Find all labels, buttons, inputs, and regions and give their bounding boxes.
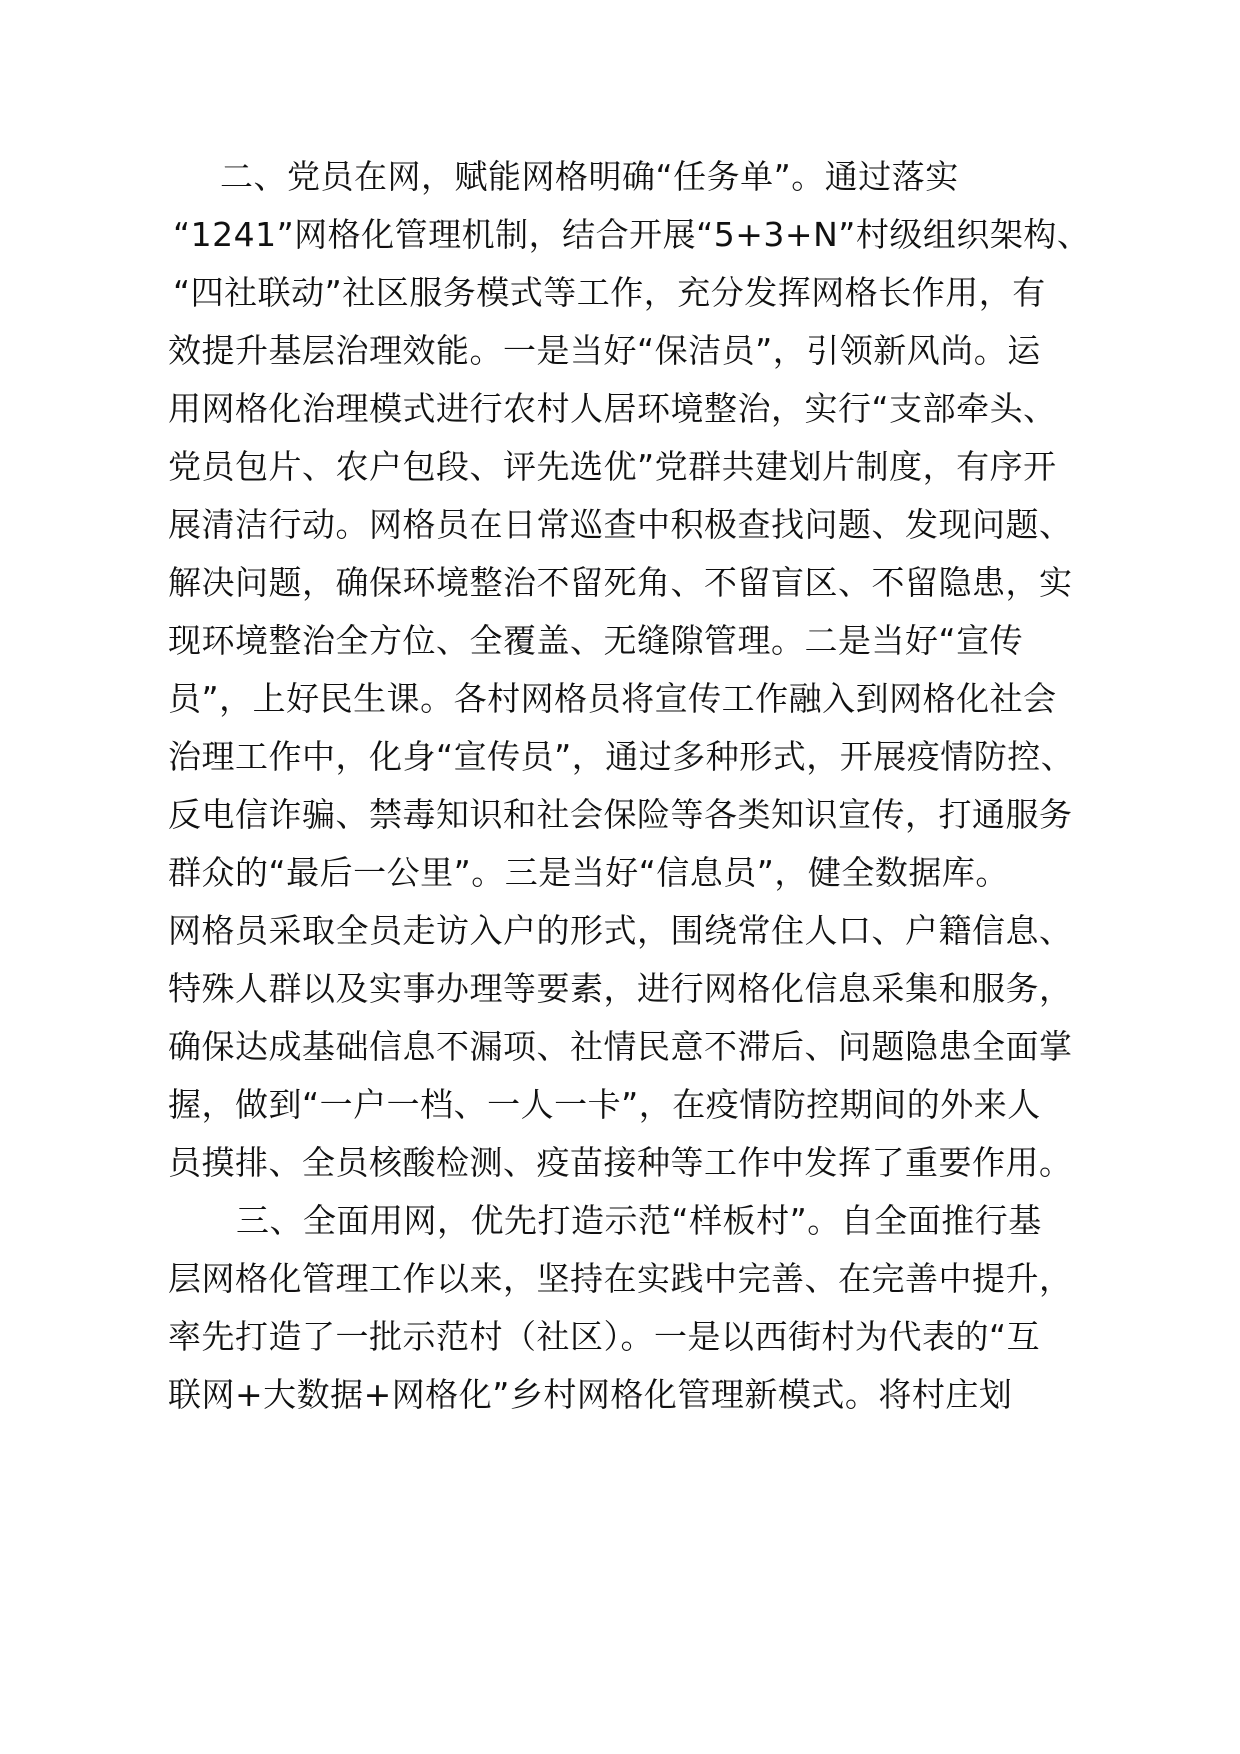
text-line: 握，做到“一户一档、一人一卡”，在疫情防控期间的外来人 — [168, 1085, 1041, 1124]
text-line: “四社联动”社区服务模式等工作，充分发挥网格长作用，有 — [173, 273, 1046, 312]
text-line: 现环境整治全方位、全覆盖、无缝隙管理。二是当好“宣传 — [168, 621, 1024, 660]
text-line: 三、全面用网，优先打造示范“样板村”。自全面推行基 — [236, 1201, 1042, 1240]
text-line: 反电信诈骗、禁毒知识和社会保险等各类知识宣传，打通服务 — [168, 795, 1073, 834]
text-line: 效提升基层治理效能。一是当好“保洁员”，引领新风尚。运 — [168, 331, 1041, 370]
text-line: “1241”网格化管理机制，结合开展“5+3+N”村级组织架构、 — [173, 215, 1091, 254]
text-line: 层网格化管理工作以来，坚持在实践中完善、在完善中提升， — [168, 1259, 1073, 1298]
text-line: 网格员采取全员走访入户的形式，围绕常住人口、户籍信息、 — [168, 911, 1073, 950]
text-line: 特殊人群以及实事办理等要素，进行网格化信息采集和服务， — [168, 969, 1073, 1008]
text-line: 员”，上好民生课。各村网格员将宣传工作融入到网格化社会 — [168, 679, 1057, 718]
text-line: 解决问题，确保环境整治不留死角、不留盲区、不留隐患，实 — [168, 563, 1073, 602]
text-line: 党员包片、农户包段、评先选优”党群共建划片制度，有序开 — [168, 447, 1057, 486]
text-line: 联网+大数据+网格化”乡村网格化管理新模式。将村庄划 — [168, 1375, 1013, 1414]
text-line: 率先打造了一批示范村（社区）。一是以西街村为代表的“互 — [168, 1317, 1041, 1356]
text-line: 治理工作中，化身“宣传员”，通过多种形式，开展疫情防控、 — [168, 737, 1075, 776]
text-line: 群众的“最后一公里”。三是当好“信息员”，健全数据库。 — [168, 853, 1009, 892]
text-line: 用网格化治理模式进行农村人居环境整治，实行“支部牵头、 — [168, 389, 1057, 428]
text-line: 员摸排、全员核酸检测、疫苗接种等工作中发挥了重要作用。 — [168, 1143, 1073, 1182]
text-line: 确保达成基础信息不漏项、社情民意不滞后、问题隐患全面掌 — [168, 1027, 1073, 1066]
text-line: 二、党员在网，赋能网格明确“任务单”。通过落实 — [220, 157, 959, 196]
text-line: 展清洁行动。网格员在日常巡查中积极查找问题、发现问题、 — [168, 505, 1073, 544]
